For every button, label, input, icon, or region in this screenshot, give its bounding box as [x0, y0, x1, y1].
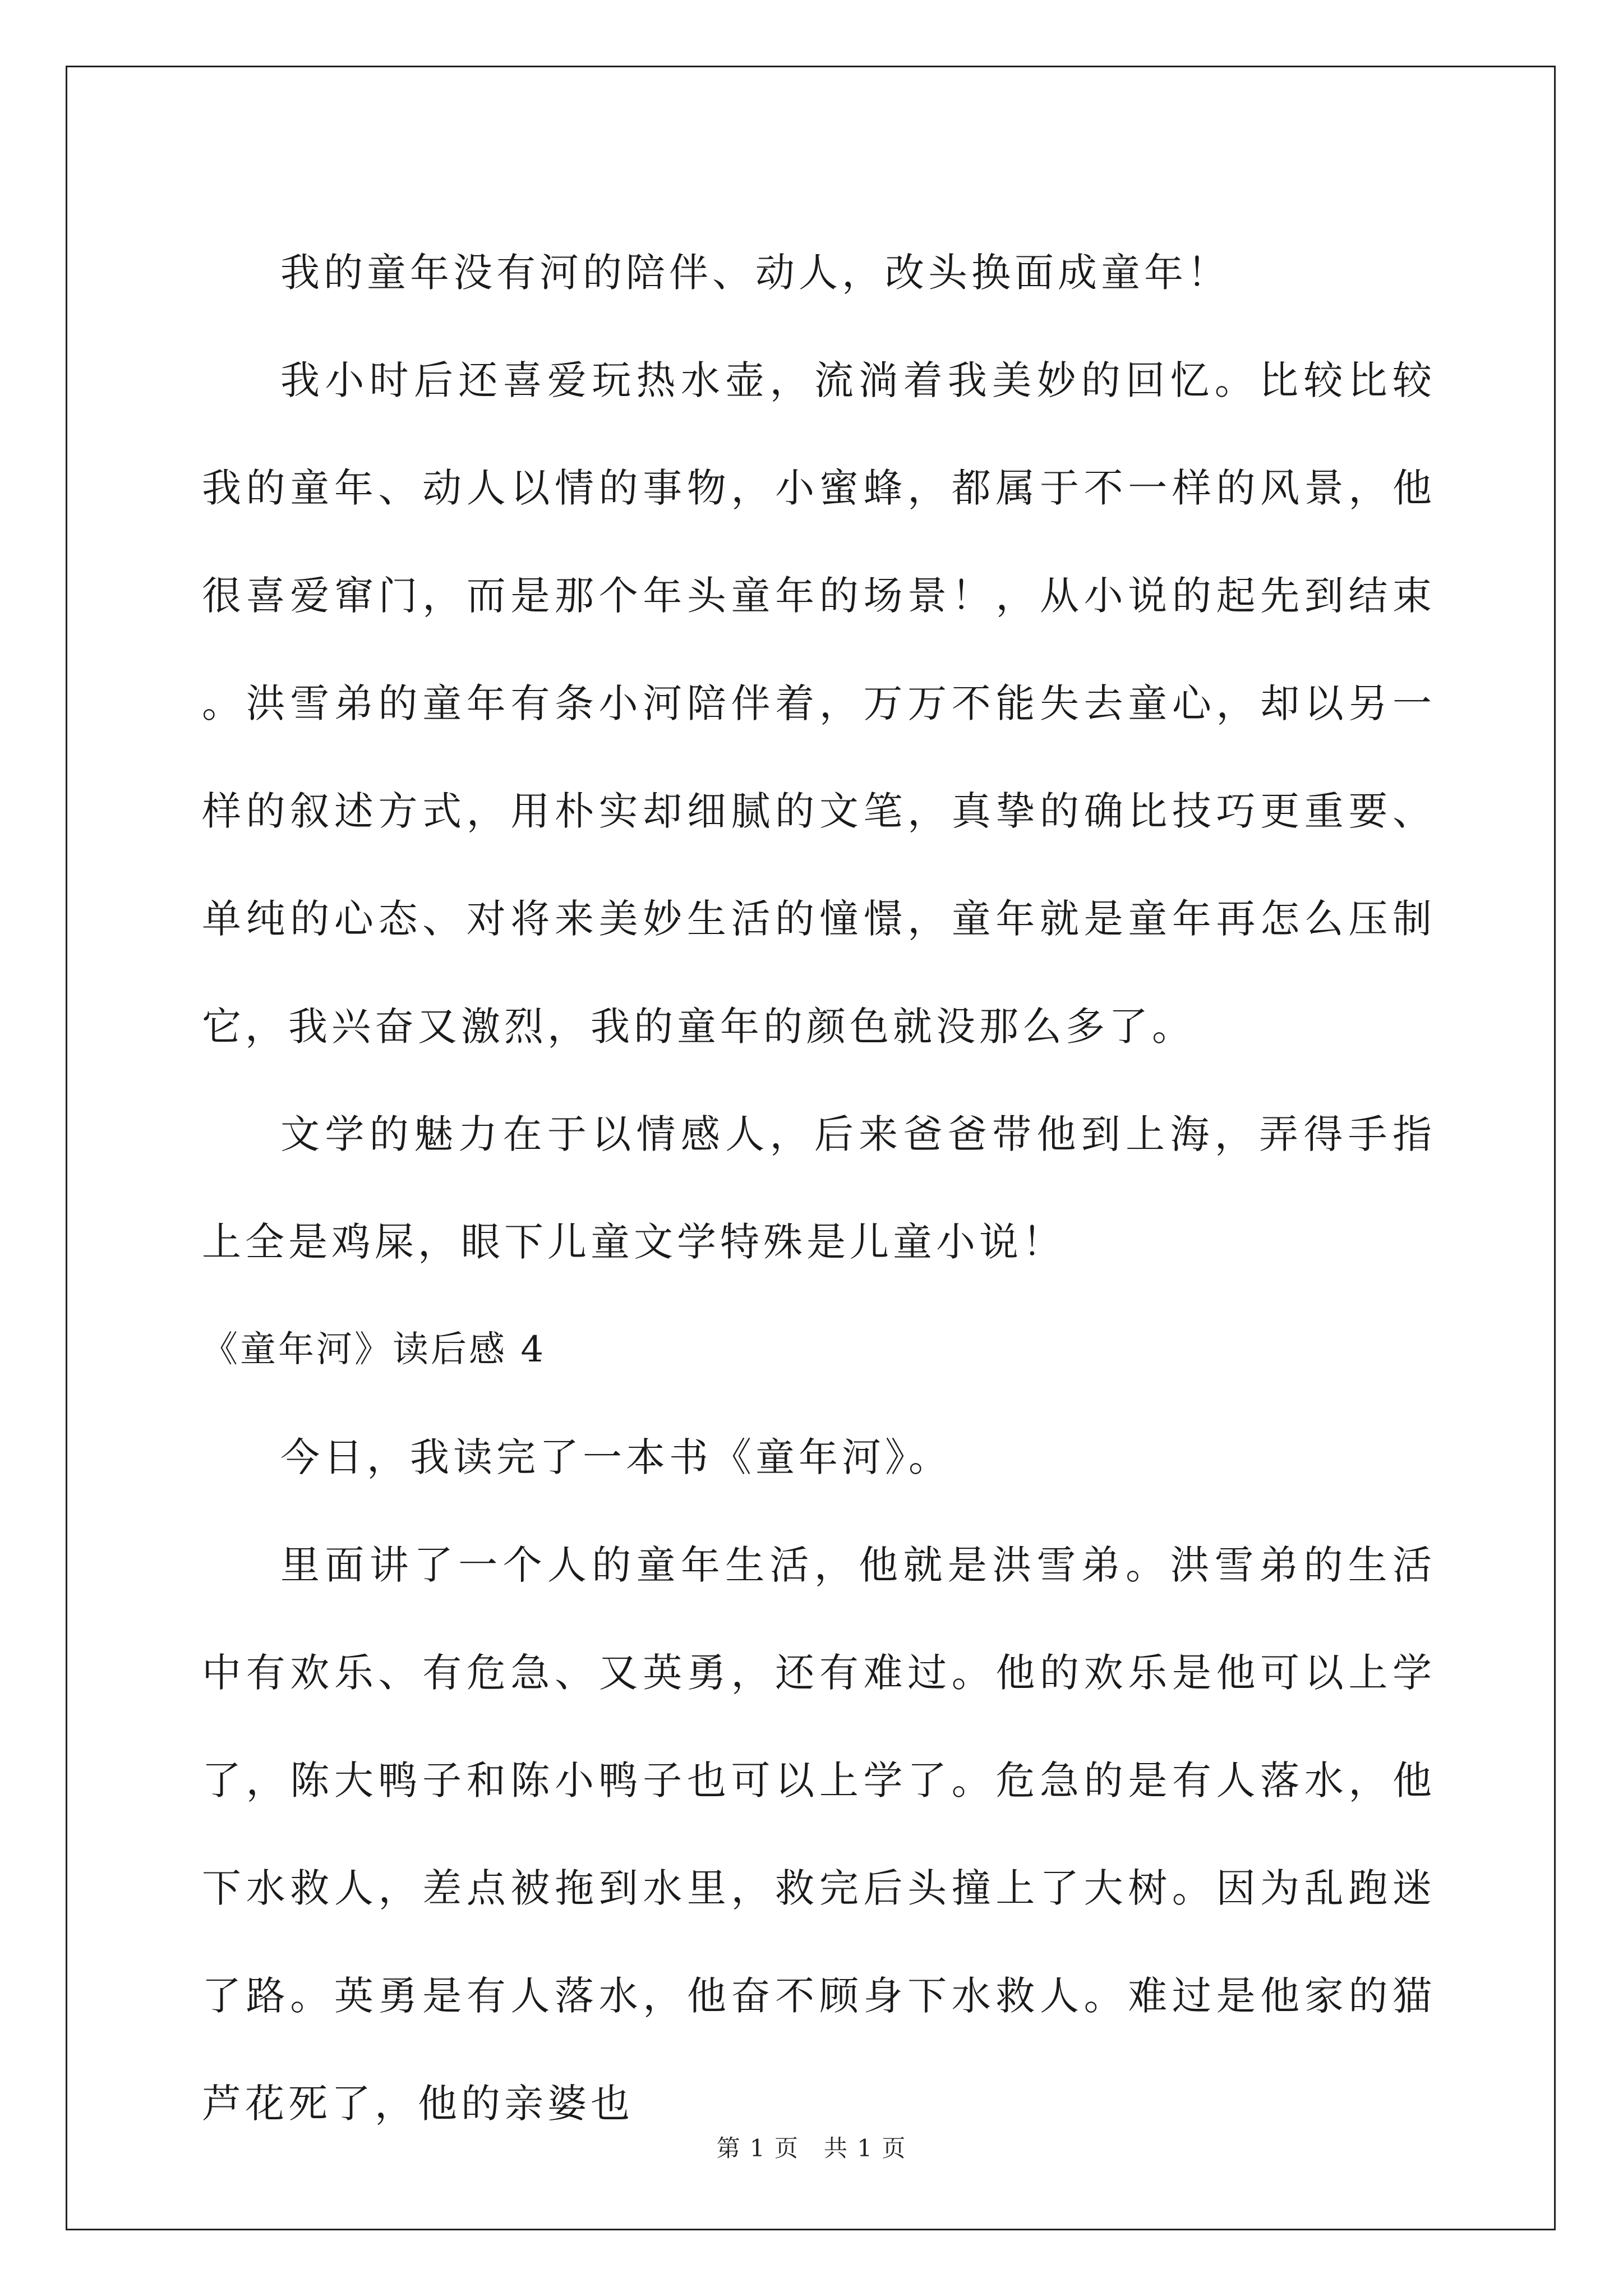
document-body — [202, 219, 1436, 2157]
section-paragraph-2: 里面讲了一个人的童年生活，他就是洪雪弟。洪雪弟的生活中有欢乐、有危急、又英勇，还有难过。他的欢乐是他可以上学了，陈大鸭子和陈小鸭子也可以上学了。危急的是有人落水，他下水救人，差点被拖到水里，救完后头撞上了大树。因为乱跑迷了路。英勇是有人落水，他奋不顾身下水救人。难过是他家的猫芦花死了，他的亲婆也 — [202, 1542, 1436, 2127]
paragraph-2: 我小时后还喜爱玩热水壶，流淌着我美妙的回忆。比较比较我的童年、动人以情的事物，小蜜蜂，都属于不一样的风景，他很喜爱窜门，而是那个年头童年的场景！，从小说的起先到结束。洪雪弟的童年有条小河陪伴着，万万不能失去童心，却以另一样的叙述方式，用朴实却细腻的文笔，真挚的确比技巧更重要、单纯的心态、对将来美妙生活的憧憬，童年就是童年再怎么压制它，我兴奋又激烈，我的童年的颜色就没那么多了。 — [202, 357, 1436, 1050]
paragraph-3: 文学的魅力在于以情感人，后来爸爸带他到上海，弄得手指上全是鸡屎，眼下儿童文学特殊是儿童小说！ — [202, 1111, 1436, 1265]
page-number-footer: 第 1 页 共 1 页 — [716, 2134, 907, 2162]
section-paragraph-1: 今日，我读完了一本书《童年河》。 — [280, 1434, 952, 1480]
paragraph-1: 我的童年没有河的陪伴、动人，改头换面成童年！ — [280, 250, 1230, 296]
section-heading: 《童年河》读后感 4 — [202, 1329, 546, 1370]
